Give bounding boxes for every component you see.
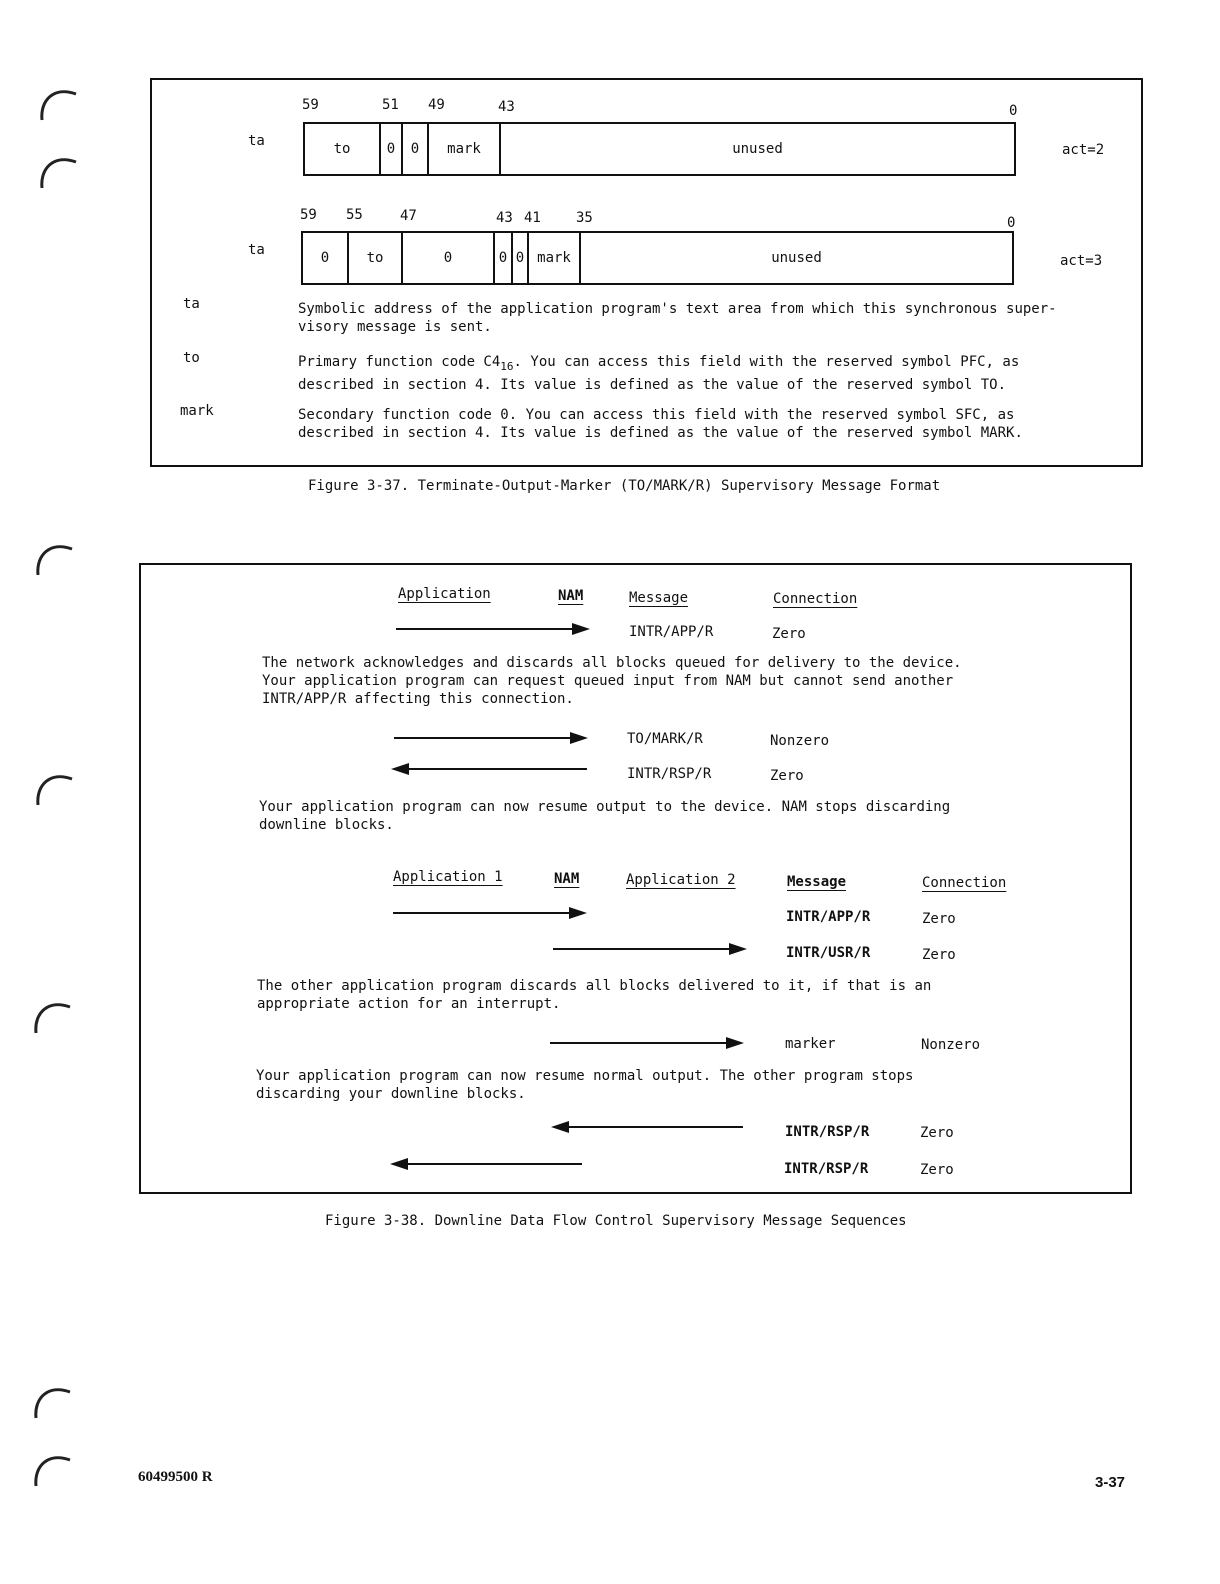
message-name: INTR/RSP/R xyxy=(784,1161,869,1177)
bit-number: 0 xyxy=(1009,103,1018,119)
explanation-text: The network acknowledges and discards all blocks queued for delivery to the device. Your application program can request queued input from NAM but cannot send another INTR/APP/R affecting this connection. xyxy=(262,655,962,707)
figure-caption: Figure 3-38. Downline Data Flow Control Supervisory Message Sequences xyxy=(325,1213,907,1229)
field-zero: 0 xyxy=(493,233,511,283)
field-zero: 0 xyxy=(379,124,401,174)
figure-3-38-frame xyxy=(139,563,1132,1194)
arrow-left xyxy=(390,1157,582,1171)
arrow-right xyxy=(553,942,747,956)
connection-value: Nonzero xyxy=(770,733,830,749)
figure-caption: Figure 3-37. Terminate-Output-Marker (TO/MARK/R) Supervisory Message Format xyxy=(308,478,941,494)
page-number: 3-37 xyxy=(1095,1474,1126,1491)
word-layout-act2 xyxy=(303,122,1016,176)
arrow-right xyxy=(396,622,590,636)
message-name: INTR/RSP/R xyxy=(627,766,712,782)
row2-label: ta xyxy=(248,242,265,258)
act-label: act=2 xyxy=(1062,142,1105,158)
definition-text: Symbolic address of the application program's text area from which this synchronous super- visory message is sent. xyxy=(298,301,1057,335)
message-name: INTR/APP/R xyxy=(786,909,871,925)
column-header: Message xyxy=(787,874,847,890)
connection-value: Zero xyxy=(920,1125,954,1141)
punch-hole-mark xyxy=(36,148,78,190)
bit-number: 0 xyxy=(1007,215,1016,231)
definition-term: ta xyxy=(183,296,200,312)
column-header: Message xyxy=(629,590,689,606)
bit-number: 47 xyxy=(400,208,417,224)
document-number: 60499500 R xyxy=(138,1469,213,1485)
arrow-right xyxy=(394,731,588,745)
field-zero: 0 xyxy=(401,124,427,174)
connection-value: Zero xyxy=(772,626,806,642)
bit-number: 35 xyxy=(576,210,593,226)
act-label: act=3 xyxy=(1060,253,1103,269)
arrow-right xyxy=(550,1036,744,1050)
punch-hole-mark xyxy=(30,1446,72,1488)
column-header: NAM xyxy=(558,588,584,604)
punch-hole-mark xyxy=(30,1378,72,1420)
word-layout-act3 xyxy=(301,231,1014,285)
message-name: TO/MARK/R xyxy=(627,731,703,747)
field-zero: 0 xyxy=(320,250,330,266)
explanation-text: The other application program discards all blocks delivered to it, if that is an appropriate action for an interrupt. xyxy=(257,978,932,1012)
arrow-left xyxy=(551,1120,743,1134)
punch-hole-mark xyxy=(32,535,74,577)
explanation-text: Your application program can now resume output to the device. NAM stops discarding downline blocks. xyxy=(259,799,951,833)
field-zero: 0 xyxy=(511,233,527,283)
bit-number: 43 xyxy=(498,99,515,115)
connection-value: Nonzero xyxy=(921,1037,981,1053)
field-mark: mark xyxy=(527,233,579,283)
field-to: to xyxy=(333,141,351,157)
column-header: NAM xyxy=(554,871,580,887)
bit-number: 59 xyxy=(302,97,319,113)
bit-number: 59 xyxy=(300,207,317,223)
column-header: Application 2 xyxy=(626,872,736,888)
explanation-text: Your application program can now resume normal output. The other program stops discarding your downline blocks. xyxy=(256,1068,914,1102)
connection-value: Zero xyxy=(920,1162,954,1178)
definition-term: to xyxy=(183,350,200,366)
arrow-left xyxy=(391,762,587,776)
connection-value: Zero xyxy=(922,947,956,963)
definition-text: Primary function code $C4_{16}$. You can access this field with the reserved symbol PFC, as described in section 4. Its value is defined as the value of the reserved symbol TO. xyxy=(298,354,1020,393)
column-header: Connection xyxy=(922,875,1007,891)
bit-number: 55 xyxy=(346,207,363,223)
message-name: marker xyxy=(785,1036,836,1052)
message-name: INTR/RSP/R xyxy=(785,1124,870,1140)
connection-value: Zero xyxy=(770,768,804,784)
bit-number: 43 xyxy=(496,210,513,226)
definition-term: mark xyxy=(180,403,214,419)
field-mark: mark xyxy=(427,124,499,174)
field-to: to xyxy=(347,233,401,283)
punch-hole-mark xyxy=(30,993,72,1035)
row1-label: ta xyxy=(248,133,265,149)
punch-hole-mark xyxy=(36,80,78,122)
field-unused: unused xyxy=(579,233,1012,283)
message-name: INTR/APP/R xyxy=(629,624,714,640)
bit-number: 41 xyxy=(524,210,541,226)
message-name: INTR/USR/R xyxy=(786,945,871,961)
column-header: Application 1 xyxy=(393,869,503,885)
bit-number: 51 xyxy=(382,97,399,113)
bit-number: 49 xyxy=(428,97,445,113)
definition-text: Secondary function code 0. You can access this field with the reserved symbol SFC, as described in section 4. Its value is defined as the value of the reserved symbol MARK. xyxy=(298,407,1023,441)
arrow-right xyxy=(393,906,587,920)
column-header: Application xyxy=(398,586,491,602)
punch-hole-mark xyxy=(32,765,74,807)
field-unused: unused xyxy=(499,124,1014,174)
field-zero: 0 xyxy=(401,233,493,283)
connection-value: Zero xyxy=(922,911,956,927)
column-header: Connection xyxy=(773,591,858,607)
figure-3-37-frame xyxy=(150,78,1143,467)
